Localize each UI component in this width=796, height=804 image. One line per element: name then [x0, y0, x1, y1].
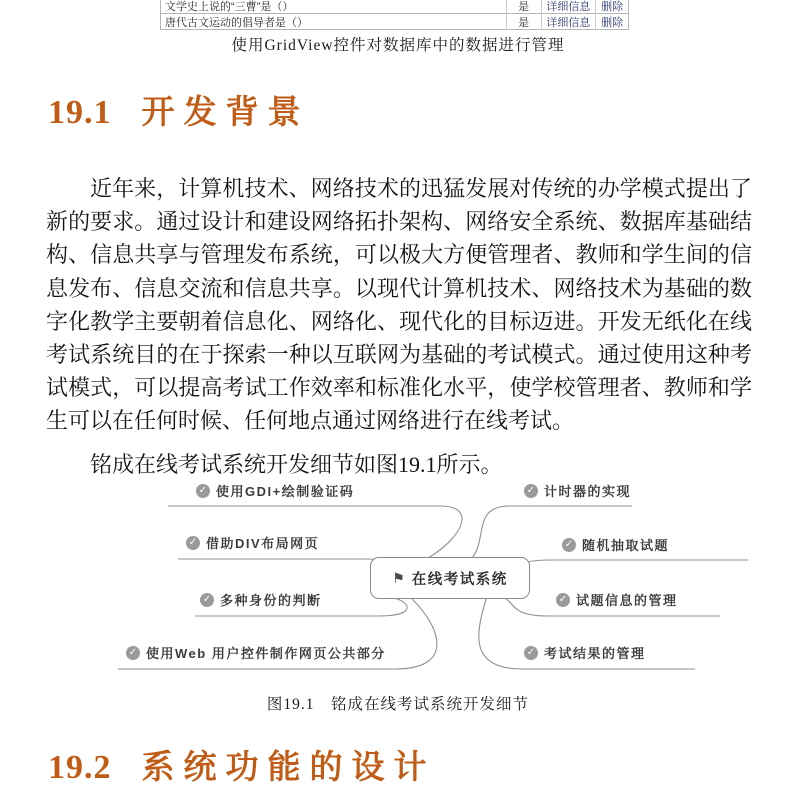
- body-text: [46, 172, 752, 481]
- mindmap-branch[interactable]: [524, 481, 631, 500]
- branch-label: 计时器的实现: [544, 484, 632, 499]
- flag-icon: ⚑: [392, 569, 405, 586]
- branch-label: 试题信息的管理: [576, 593, 678, 608]
- branch-label: 多种身份的判断: [220, 593, 322, 608]
- required-cell: 是: [506, 14, 541, 30]
- mindmap-branch[interactable]: [556, 590, 678, 609]
- center-node-label: 在线考试系统: [411, 571, 508, 588]
- section-title: 系统功能的设计: [141, 750, 436, 786]
- branch-label: 借助DIV布局网页: [206, 536, 320, 551]
- branch-label: 使用Web 用户控件制作网页公共部分: [146, 646, 386, 661]
- details-link[interactable]: 详细信息: [541, 0, 596, 14]
- section-heading-19-2: [48, 741, 436, 788]
- check-icon: ✓: [186, 536, 200, 550]
- mindmap-branch[interactable]: [524, 643, 646, 662]
- mindmap-center-node[interactable]: [370, 557, 530, 599]
- branch-label: 随机抽取试题: [582, 538, 670, 553]
- delete-link[interactable]: 删除: [595, 0, 628, 14]
- table-row: [161, 0, 628, 14]
- question-cell: 文学史上说的“三曹”是（）: [165, 0, 294, 13]
- table-row: [161, 14, 628, 30]
- check-icon: ✓: [524, 646, 538, 660]
- check-icon: ✓: [200, 593, 214, 607]
- mindmap-branch[interactable]: [186, 533, 319, 552]
- check-icon: ✓: [126, 646, 140, 660]
- mindmap-branch[interactable]: [126, 643, 386, 662]
- table-caption: 使用GridView控件对数据库中的数据进行管理: [231, 37, 565, 54]
- delete-link[interactable]: 删除: [595, 14, 628, 30]
- branch-label: 使用GDI+绘制验证码: [216, 484, 355, 499]
- mindmap-branch[interactable]: [200, 590, 322, 609]
- mindmap-branch[interactable]: [196, 481, 354, 500]
- section-number: 19.1: [48, 94, 112, 131]
- mindmap-branch[interactable]: [562, 535, 669, 554]
- check-icon: ✓: [196, 484, 210, 498]
- check-icon: ✓: [562, 538, 576, 552]
- required-cell: 是: [506, 0, 541, 14]
- check-icon: ✓: [556, 593, 570, 607]
- section-title: 开发背景: [141, 95, 310, 131]
- section-heading-19-1: [48, 86, 310, 133]
- branch-label: 考试结果的管理: [544, 646, 646, 661]
- question-cell: 唐代古文运动的倡导者是（）: [165, 16, 308, 29]
- paragraph: 近年来，计算机技术、网络技术的迅猛发展对传统的办学模式提出了新的要求。通过设计和建设网络拓扑架构、网络安全系统、数据库基础结构、信息共享与管理发布系统，可以极大方便管理者、教师和学生间的信息发布、信息交流和信息共享。以现代计算机技术、网络技术为基础的数字化教学主要朝着信息化、网络化、现代化的目标迈进。开发无纸化在线考试系统目的在于探索一种以互联网为基础的考试模式。通过使用这种考试模式，可以提高考试工作效率和标准化水平，使学校管理者、教师和学生可以在任何时候、任何地点通过网络进行在线考试。: [46, 176, 752, 434]
- section-number: 19.2: [48, 749, 112, 786]
- gridview-table: [160, 0, 629, 30]
- details-link[interactable]: 详细信息: [541, 14, 596, 30]
- figure-caption: 图19.1 铭成在线考试系统开发细节: [266, 696, 530, 713]
- check-icon: ✓: [524, 484, 538, 498]
- paragraph: 铭成在线考试系统开发细节如图19.1所示。: [90, 451, 503, 477]
- mindmap-figure: [110, 470, 766, 685]
